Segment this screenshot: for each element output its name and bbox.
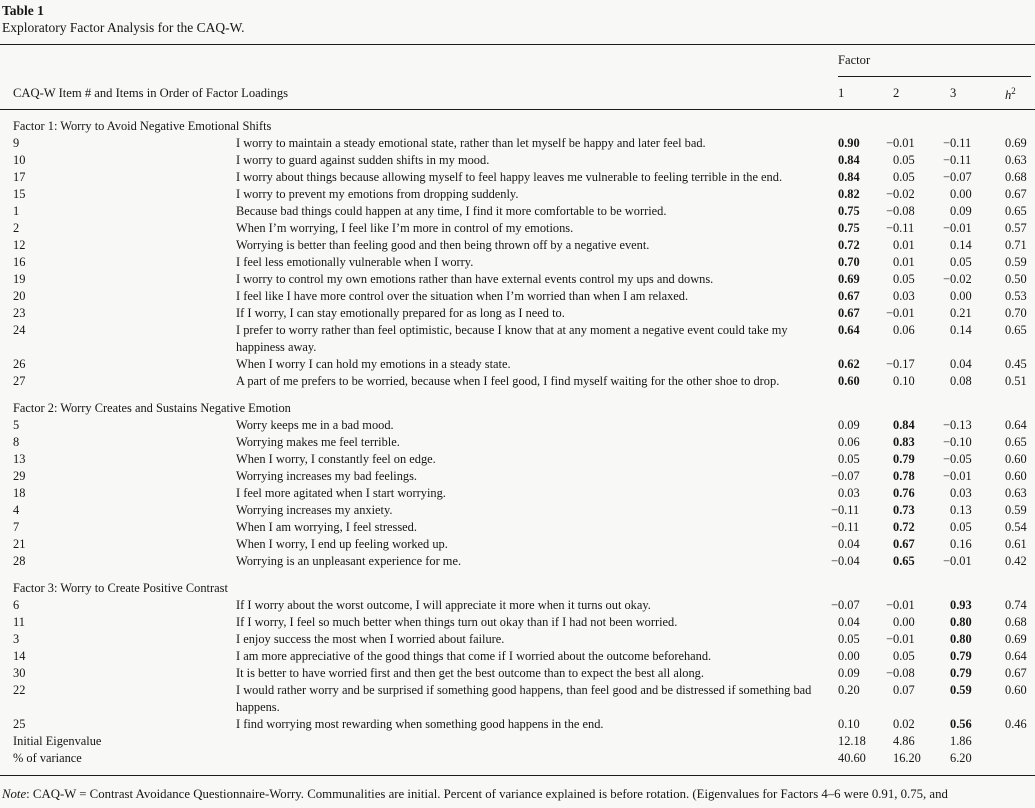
- loading-value: 0.76: [893, 486, 915, 500]
- factor-spanner-label: Factor: [838, 53, 871, 67]
- loading-value: 0.05: [893, 649, 915, 663]
- loading-value: 0.80: [950, 632, 972, 646]
- loading-value: 0.82: [838, 187, 860, 201]
- communality-superscript: 2: [1011, 86, 1016, 96]
- loading-value: 0.05: [893, 153, 915, 167]
- loading-value: −0.11: [831, 503, 860, 517]
- table-caption: Exploratory Factor Analysis for the CAQ-W.: [2, 20, 245, 35]
- table-row: [0, 254, 1035, 271]
- loading-value: 12.18: [838, 734, 866, 748]
- communality-value: 0.67: [1005, 187, 1027, 201]
- item-number: 26: [13, 357, 26, 371]
- loading-value: −0.01: [886, 306, 915, 320]
- footer-label: % of variance: [13, 751, 82, 765]
- item-text: I enjoy success the most when I worried about failure.: [236, 632, 505, 646]
- loading-value: 0.01: [893, 238, 915, 252]
- item-number: 5: [13, 418, 20, 432]
- item-text: If I worry, I feel so much better when things turn out okay than if I had not been worried.: [236, 615, 678, 629]
- communality-value: 0.64: [1005, 418, 1027, 432]
- table-row: [0, 468, 1035, 485]
- loading-value: −0.07: [831, 469, 860, 483]
- loading-value: 0.21: [950, 306, 972, 320]
- section-header: Factor 2: Worry Creates and Sustains Negative Emotion: [13, 401, 291, 415]
- loading-value: 0.04: [838, 537, 860, 551]
- loading-value: 0.00: [893, 615, 915, 629]
- loading-value: 40.60: [838, 751, 866, 765]
- loading-value: −0.11: [943, 153, 972, 167]
- item-text: I feel less emotionally vulnerable when I worry.: [236, 255, 474, 269]
- loading-value: 0.05: [950, 255, 972, 269]
- item-number: 15: [13, 187, 26, 201]
- loading-value: −0.01: [886, 136, 915, 150]
- item-number: 1: [13, 204, 20, 218]
- communality-value: 0.65: [1005, 204, 1027, 218]
- loading-value: 0.65: [893, 554, 915, 568]
- loading-value: −0.01: [886, 598, 915, 612]
- loading-value: −0.04: [831, 554, 860, 568]
- loading-value: 0.59: [950, 683, 972, 697]
- table-row: [0, 631, 1035, 648]
- item-text: I worry to maintain a steady emotional state, rather than let myself be happy and later feel bad.: [236, 136, 706, 150]
- loading-value: 0.75: [838, 221, 860, 235]
- communality-symbol: h: [1005, 88, 1012, 103]
- loading-value: 0.79: [893, 452, 915, 466]
- loading-value: 0.73: [893, 503, 915, 517]
- table-row: [0, 220, 1035, 237]
- loading-value: 0.05: [893, 170, 915, 184]
- loading-value: 0.09: [838, 666, 860, 680]
- loading-value: 0.05: [950, 520, 972, 534]
- loading-value: 0.14: [950, 323, 972, 337]
- item-number: 2: [13, 221, 20, 235]
- table-body: [0, 118, 1035, 767]
- loading-value: 0.84: [838, 170, 860, 184]
- loading-value: 0.79: [950, 649, 972, 663]
- item-number: 12: [13, 238, 26, 252]
- table-row: [0, 305, 1035, 322]
- loading-value: 0.84: [838, 153, 860, 167]
- communality-column-header: [1005, 86, 1016, 103]
- item-text: If I worry, I can stay emotionally prepared for as long as I need to.: [236, 306, 565, 320]
- table-row: [0, 682, 1035, 716]
- item-number: 14: [13, 649, 26, 663]
- table-row: [0, 485, 1035, 502]
- factor-spanner-rule: [838, 76, 1031, 77]
- table-row: [0, 271, 1035, 288]
- communality-value: 0.57: [1005, 221, 1027, 235]
- loading-value: 0.93: [950, 598, 972, 612]
- item-number: 7: [13, 520, 20, 534]
- loading-value: −0.08: [886, 204, 915, 218]
- communality-value: 0.64: [1005, 649, 1027, 663]
- factor2-column-header: 2: [893, 86, 900, 100]
- table-row: [0, 451, 1035, 468]
- loading-value: 6.20: [950, 751, 972, 765]
- item-number: 21: [13, 537, 26, 551]
- loading-value: 0.56: [950, 717, 972, 731]
- item-number: 4: [13, 503, 20, 517]
- loading-value: 0.84: [893, 418, 915, 432]
- loading-value: 0.60: [838, 374, 860, 388]
- note-label: Note: [2, 787, 27, 801]
- loading-value: −0.13: [943, 418, 972, 432]
- table-row: [0, 665, 1035, 682]
- loading-value: 0.67: [838, 289, 860, 303]
- table-row: [0, 203, 1035, 220]
- loading-value: 0.20: [838, 683, 860, 697]
- item-number: 10: [13, 153, 26, 167]
- item-number: 23: [13, 306, 26, 320]
- loading-value: −0.01: [886, 632, 915, 646]
- communality-value: 0.59: [1005, 503, 1027, 517]
- items-column-header: CAQ-W Item # and Items in Order of Factor Loadings: [13, 86, 289, 100]
- item-number: 30: [13, 666, 26, 680]
- loading-value: 0.08: [950, 374, 972, 388]
- table-row: [0, 502, 1035, 519]
- item-text: I prefer to worry rather than feel optimistic, because I know that at any moment a negative event could take my happiness away.: [236, 323, 788, 354]
- loading-value: 0.06: [893, 323, 915, 337]
- item-text: When I worry I can hold my emotions in a steady state.: [236, 357, 511, 371]
- loading-value: 0.13: [950, 503, 972, 517]
- loading-value: −0.07: [831, 598, 860, 612]
- table-row: [0, 237, 1035, 254]
- footer-row: [0, 733, 1035, 750]
- item-number: 22: [13, 683, 26, 697]
- loading-value: 0.04: [950, 357, 972, 371]
- communality-value: 0.60: [1005, 683, 1027, 697]
- factor1-column-header: 1: [838, 86, 845, 100]
- communality-value: 0.63: [1005, 153, 1027, 167]
- table-row: [0, 288, 1035, 305]
- item-text: When I worry, I end up feeling worked up.: [236, 537, 448, 551]
- loading-value: 0.04: [838, 615, 860, 629]
- loading-value: −0.11: [886, 221, 915, 235]
- communality-value: 0.70: [1005, 306, 1027, 320]
- item-text: I am more appreciative of the good things that come if I worried about the outcome beforehand.: [236, 649, 712, 663]
- loading-value: 0.62: [838, 357, 860, 371]
- loading-value: 0.72: [838, 238, 860, 252]
- loading-value: 0.07: [893, 683, 915, 697]
- item-text: Worrying increases my bad feelings.: [236, 469, 418, 483]
- loading-value: 0.80: [950, 615, 972, 629]
- loading-value: −0.11: [943, 136, 972, 150]
- footer-label: Initial Eigenvalue: [13, 734, 102, 748]
- loading-value: 0.02: [893, 717, 915, 731]
- communality-value: 0.50: [1005, 272, 1027, 286]
- communality-value: 0.59: [1005, 255, 1027, 269]
- table-row: [0, 152, 1035, 169]
- table-row: [0, 519, 1035, 536]
- item-text: I would rather worry and be surprised if something good happens, than feel good and be distressed if something bad happens.: [236, 683, 812, 714]
- table-row: [0, 322, 1035, 356]
- loading-value: 0.72: [893, 520, 915, 534]
- loading-value: 0.06: [838, 435, 860, 449]
- communality-value: 0.71: [1005, 238, 1027, 252]
- item-number: 11: [13, 615, 25, 629]
- item-text: Because bad things could happen at any time, I find it more comfortable to be worried.: [236, 204, 667, 218]
- item-text: Worrying increases my anxiety.: [236, 503, 393, 517]
- loading-value: 0.05: [893, 272, 915, 286]
- item-number: 9: [13, 136, 20, 150]
- communality-value: 0.69: [1005, 632, 1027, 646]
- table-row: [0, 356, 1035, 373]
- communality-value: 0.65: [1005, 323, 1027, 337]
- item-number: 17: [13, 170, 26, 184]
- communality-value: 0.46: [1005, 717, 1027, 731]
- item-text: When I’m worrying, I feel like I’m more in control of my emotions.: [236, 221, 574, 235]
- section-header: Factor 1: Worry to Avoid Negative Emotional Shifts: [13, 119, 272, 133]
- table-row: [0, 434, 1035, 451]
- item-number: 13: [13, 452, 26, 466]
- factor3-column-header: 3: [950, 86, 957, 100]
- table-row: [0, 716, 1035, 733]
- item-text: I worry to control my own emotions rather than have external events control my ups and downs.: [236, 272, 714, 286]
- loading-value: 0.67: [838, 306, 860, 320]
- table-row: [0, 597, 1035, 614]
- loading-value: 0.75: [838, 204, 860, 218]
- loading-value: 0.05: [838, 452, 860, 466]
- table-row: [0, 648, 1035, 665]
- footer-row: [0, 750, 1035, 767]
- loading-value: −0.17: [886, 357, 915, 371]
- loading-value: 0.03: [893, 289, 915, 303]
- communality-value: 0.60: [1005, 452, 1027, 466]
- item-text: Worrying makes me feel terrible.: [236, 435, 400, 449]
- communality-value: 0.63: [1005, 486, 1027, 500]
- item-number: 24: [13, 323, 26, 337]
- loading-value: −0.08: [886, 666, 915, 680]
- note-text: : CAQ-W = Contrast Avoidance Questionnaire-Worry. Communalities are initial. Percent of variance explained is before rotation. (Eigenvalues for Factors 4–6 were 0.91, 0.75, and: [26, 787, 948, 801]
- loading-value: 0.10: [893, 374, 915, 388]
- item-number: 25: [13, 717, 26, 731]
- loading-value: 0.03: [950, 486, 972, 500]
- table-row: [0, 417, 1035, 434]
- item-text: Worry keeps me in a bad mood.: [236, 418, 394, 432]
- loading-value: 0.16: [950, 537, 972, 551]
- item-text: I worry about things because allowing myself to feel happy leaves me vulnerable to feeling terrible in the end.: [236, 170, 783, 184]
- communality-value: 0.54: [1005, 520, 1027, 534]
- item-text: I worry to prevent my emotions from dropping suddenly.: [236, 187, 519, 201]
- item-number: 28: [13, 554, 26, 568]
- loading-value: 0.83: [893, 435, 915, 449]
- table-row: [0, 135, 1035, 152]
- loading-value: −0.11: [831, 520, 860, 534]
- loading-value: −0.02: [886, 187, 915, 201]
- item-text: Worrying is better than feeling good and then being thrown off by a negative event.: [236, 238, 650, 252]
- loading-value: 0.09: [950, 204, 972, 218]
- table-row: [0, 186, 1035, 203]
- loading-value: 16.20: [893, 751, 921, 765]
- loading-value: −0.05: [943, 452, 972, 466]
- loading-value: 0.00: [950, 289, 972, 303]
- item-number: 20: [13, 289, 26, 303]
- loading-value: 0.69: [838, 272, 860, 286]
- table-note: [2, 786, 1035, 803]
- item-text: When I am worrying, I feel stressed.: [236, 520, 417, 534]
- bottom-rule: [0, 775, 1035, 776]
- loading-value: 0.14: [950, 238, 972, 252]
- communality-value: 0.42: [1005, 554, 1027, 568]
- communality-value: 0.74: [1005, 598, 1027, 612]
- communality-value: 0.67: [1005, 666, 1027, 680]
- item-number: 6: [13, 598, 20, 612]
- item-number: 29: [13, 469, 26, 483]
- loading-value: −0.01: [943, 469, 972, 483]
- loading-value: 0.10: [838, 717, 860, 731]
- table-title: Table 1: [2, 3, 44, 18]
- loading-value: 0.03: [838, 486, 860, 500]
- loading-value: 0.09: [838, 418, 860, 432]
- header-bottom-rule: [0, 109, 1035, 110]
- item-text: Worrying is an unpleasant experience for me.: [236, 554, 462, 568]
- table-row: [0, 614, 1035, 631]
- loading-value: 0.64: [838, 323, 860, 337]
- item-number: 16: [13, 255, 26, 269]
- item-text: I find worrying most rewarding when something good happens in the end.: [236, 717, 604, 731]
- item-number: 3: [13, 632, 20, 646]
- communality-value: 0.51: [1005, 374, 1027, 388]
- top-rule: [0, 44, 1035, 45]
- item-text: If I worry about the worst outcome, I will appreciate it more when it turns out okay.: [236, 598, 651, 612]
- item-number: 8: [13, 435, 20, 449]
- loading-value: 4.86: [893, 734, 915, 748]
- table-row: [0, 373, 1035, 390]
- loading-value: −0.02: [943, 272, 972, 286]
- item-text: A part of me prefers to be worried, because when I feel good, I find myself waiting for the other shoe to drop.: [236, 374, 780, 388]
- communality-value: 0.45: [1005, 357, 1027, 371]
- loading-value: 1.86: [950, 734, 972, 748]
- communality-value: 0.68: [1005, 615, 1027, 629]
- loading-value: 0.78: [893, 469, 915, 483]
- section-header: Factor 3: Worry to Create Positive Contrast: [13, 581, 228, 595]
- loading-value: 0.79: [950, 666, 972, 680]
- item-number: 19: [13, 272, 26, 286]
- loading-value: −0.07: [943, 170, 972, 184]
- loading-value: 0.05: [838, 632, 860, 646]
- loading-value: 0.70: [838, 255, 860, 269]
- loading-value: −0.01: [943, 221, 972, 235]
- communality-value: 0.65: [1005, 435, 1027, 449]
- item-text: I feel more agitated when I start worrying.: [236, 486, 446, 500]
- communality-value: 0.53: [1005, 289, 1027, 303]
- item-text: It is better to have worried first and then get the best outcome than to expect the best all along.: [236, 666, 704, 680]
- item-text: I worry to guard against sudden shifts in my mood.: [236, 153, 490, 167]
- communality-value: 0.61: [1005, 537, 1027, 551]
- communality-value: 0.60: [1005, 469, 1027, 483]
- communality-value: 0.69: [1005, 136, 1027, 150]
- loading-value: −0.01: [943, 554, 972, 568]
- table-row: [0, 536, 1035, 553]
- loading-value: 0.00: [950, 187, 972, 201]
- item-number: 18: [13, 486, 26, 500]
- item-number: 27: [13, 374, 26, 388]
- table-row: [0, 553, 1035, 570]
- table-row: [0, 169, 1035, 186]
- loading-value: 0.67: [893, 537, 915, 551]
- item-text: When I worry, I constantly feel on edge.: [236, 452, 436, 466]
- loading-value: 0.90: [838, 136, 860, 150]
- loading-value: 0.00: [838, 649, 860, 663]
- communality-value: 0.68: [1005, 170, 1027, 184]
- loading-value: −0.10: [943, 435, 972, 449]
- item-text: I feel like I have more control over the situation when I’m worried than when I am relaxed.: [236, 289, 689, 303]
- loading-value: 0.01: [893, 255, 915, 269]
